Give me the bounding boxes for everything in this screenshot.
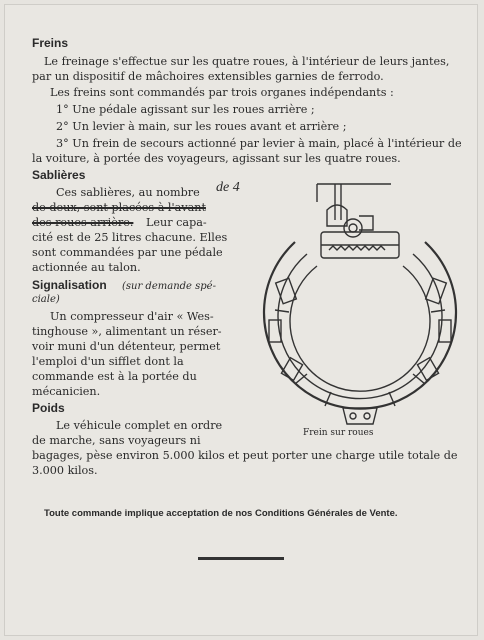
figure-caption: Frein sur roues bbox=[303, 428, 374, 438]
freins-item: la voiture, à portée des voyageurs, agissant sur les quatre roues. bbox=[32, 152, 401, 165]
sablieres-text: Leur capa- bbox=[146, 216, 207, 229]
freins-item: 3° Un frein de secours actionné par levier à main, placé à l'intérieur de bbox=[56, 137, 462, 150]
signalisation-text: mécanicien. bbox=[32, 385, 101, 398]
sablieres-text: Ces sablières, au nombre bbox=[56, 186, 200, 199]
handwritten-correction: de 4 bbox=[216, 180, 240, 195]
divider-rule bbox=[198, 557, 284, 560]
heading-freins: Freins bbox=[32, 36, 69, 50]
poids-text: bagages, pèse environ 5.000 kilos et peut porter une charge utile totale de bbox=[32, 449, 458, 462]
struck-text: de deux, sont placées à l'avant bbox=[32, 201, 206, 214]
sales-conditions-notice: Toute commande implique acceptation de nos Conditions Générales de Vente. bbox=[44, 508, 398, 519]
heading-signalisation: Signalisation bbox=[32, 278, 107, 292]
freins-text: Le freinage s'effectue sur les quatre roues, à l'intérieur de leurs jantes, bbox=[44, 55, 450, 68]
heading-sablieres: Sablières bbox=[32, 168, 86, 182]
poids-text: 3.000 kilos. bbox=[32, 464, 98, 477]
poids-text: de marche, sans voyageurs ni bbox=[32, 434, 201, 447]
freins-text: par un dispositif de mâchoires extensibles garnies de ferrodo. bbox=[32, 70, 384, 83]
brake-drawing bbox=[255, 170, 465, 430]
freins-text: Les freins sont commandés par trois organes indépendants : bbox=[50, 86, 394, 99]
signalisation-text: l'emploi d'un sifflet dont la bbox=[32, 355, 184, 368]
freins-item: 1° Une pédale agissant sur les roues arrière ; bbox=[56, 103, 315, 116]
signalisation-note: (sur demande spé- bbox=[122, 281, 216, 292]
signalisation-text: commande est à la portée du bbox=[32, 370, 197, 383]
struck-text: des roues arrière. bbox=[32, 216, 134, 229]
signalisation-text: voir muni d'un détenteur, permet bbox=[32, 340, 221, 353]
sablieres-text: sont commandées par une pédale bbox=[32, 246, 223, 259]
sablieres-text: actionnée au talon. bbox=[32, 261, 141, 274]
heading-poids: Poids bbox=[32, 401, 65, 415]
poids-text: Le véhicule complet en ordre bbox=[56, 419, 223, 432]
sablieres-text: cité est de 25 litres chacune. Elles bbox=[32, 231, 228, 244]
signalisation-text: tinghouse », alimentant un réser- bbox=[32, 325, 222, 338]
freins-item: 2° Un levier à main, sur les roues avant et arrière ; bbox=[56, 120, 347, 133]
signalisation-note: ciale) bbox=[32, 294, 60, 305]
signalisation-text: Un compresseur d'air « Wes- bbox=[50, 310, 214, 323]
